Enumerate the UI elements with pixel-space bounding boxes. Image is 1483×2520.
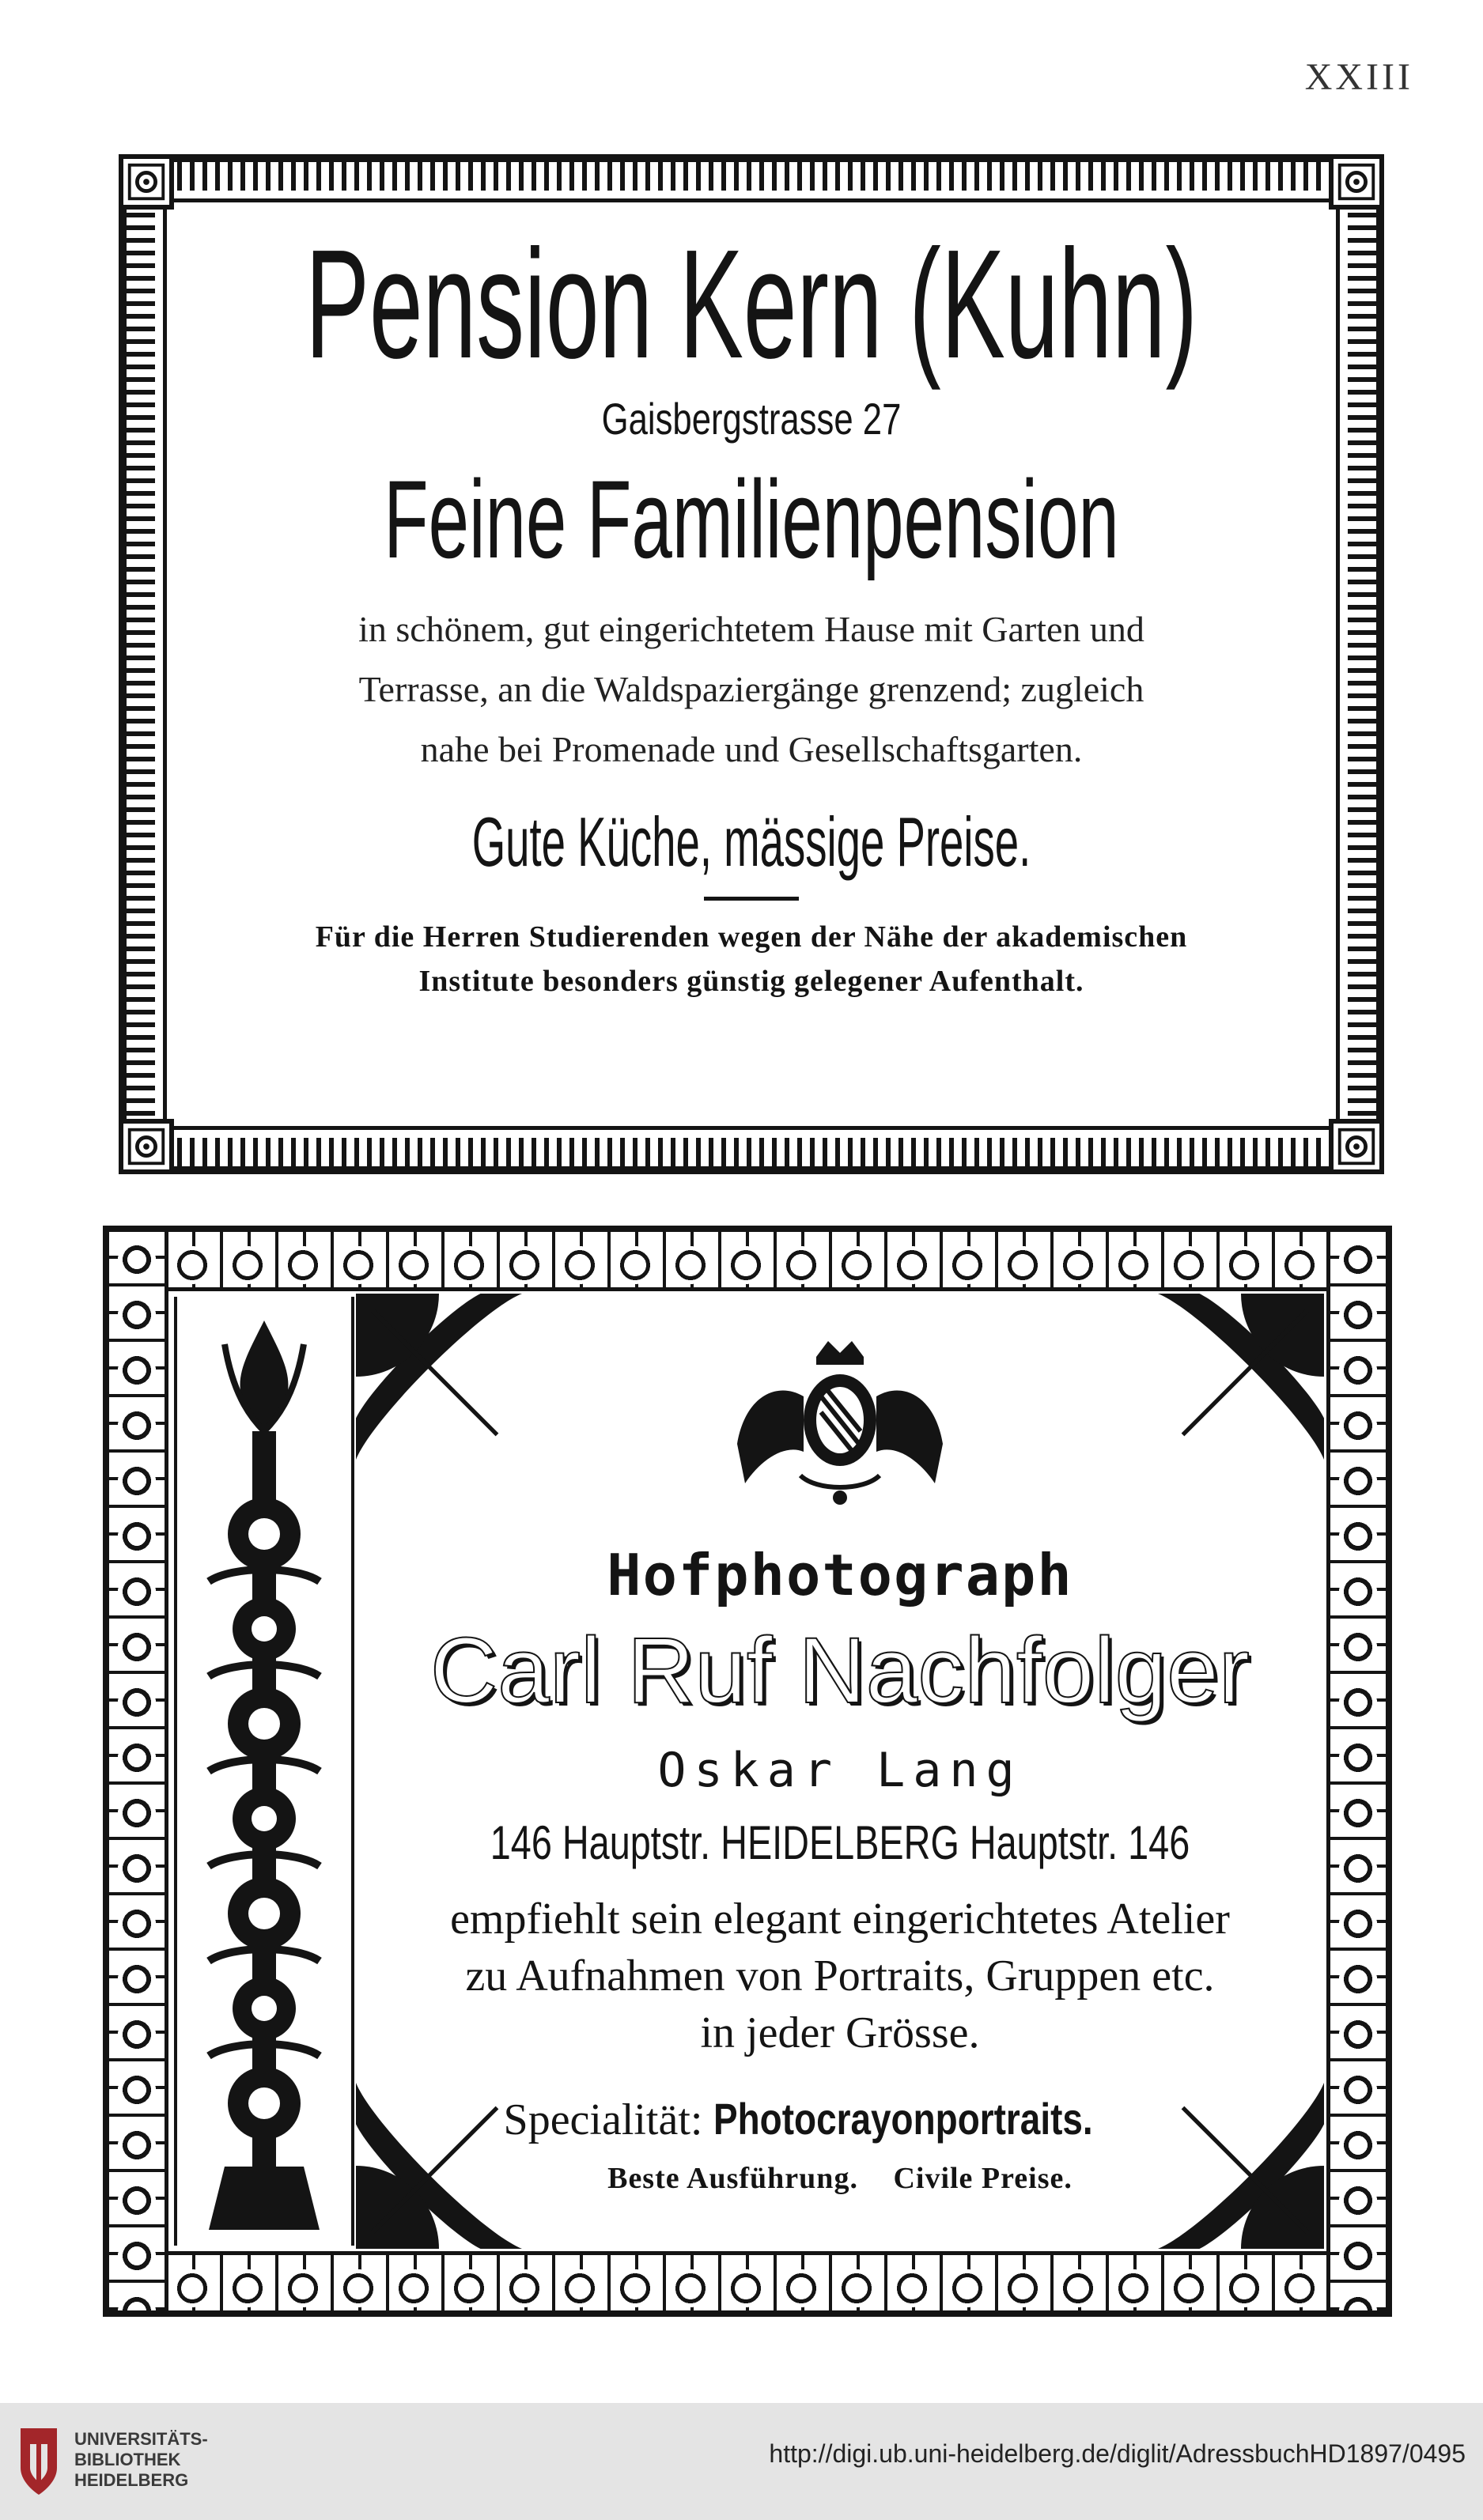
photographer-description [356, 1891, 1324, 2061]
pension-student-note [182, 915, 1321, 1003]
ornamental-pillar-icon [174, 1297, 354, 2246]
pension-advertisement [119, 154, 1384, 1174]
pension-title: Pension Kern (Kuhn) [305, 217, 1198, 391]
corner-rosette-icon [119, 1119, 174, 1174]
photographer-description-line: zu Aufnahmen von Portraits, Gruppen etc. [465, 1951, 1215, 2001]
meander-border-left [109, 1232, 168, 2310]
permalink-url[interactable]: http://digi.ub.uni-heidelberg.de/diglit/AdressbuchHD1897/0495 [769, 2439, 1466, 2468]
photographer-panel [356, 1294, 1324, 2249]
photographer-footer-item: Civile Preise. [893, 2162, 1073, 2195]
page-number: XXIII [1304, 56, 1413, 98]
pension-slogan: Gute Küche, mässige Preise. [471, 803, 1031, 881]
photographer-kicker: Hofphotograph [607, 1542, 1073, 1608]
corner-rosette-icon [119, 154, 174, 210]
meander-border-right [1326, 1232, 1386, 2310]
photographer-ad-content [356, 1325, 1324, 2196]
pension-description-line: nahe bei Promenade und Gesellschaftsgarten. [420, 729, 1083, 769]
library-name-line: BIBLIOTHEK [74, 2450, 181, 2469]
photographer-specialty [356, 2093, 1324, 2145]
pension-subtitle: Feine Familienpension [384, 457, 1119, 581]
library-logo[interactable] [14, 2420, 208, 2499]
library-name [74, 2429, 208, 2491]
photographer-description-line: empfiehlt sein elegant eingerichtetes Atelier [450, 1895, 1230, 1944]
royal-crest-icon [713, 1325, 967, 1515]
photographer-footer [356, 2161, 1324, 2196]
pension-description-line: Terrasse, an die Waldspaziergänge grenzend; zugleich [358, 669, 1144, 709]
meander-border-top [109, 1232, 1386, 1291]
photographer-title: Carl Ruf Nachfolger [429, 1619, 1250, 1723]
library-name-line: UNIVERSITÄTS- [74, 2429, 208, 2449]
pension-address: Gaisbergstrasse 27 [601, 394, 902, 444]
corner-rosette-icon [1329, 1119, 1384, 1174]
library-name-line: HEIDELBERG [74, 2470, 189, 2490]
meander-border-bottom [109, 2251, 1386, 2310]
pension-note-line: Institute besonders günstig gelegener Aufenthalt. [418, 965, 1084, 998]
digitization-footer [0, 2403, 1483, 2520]
photographer-owner: Oskar Lang [657, 1743, 1023, 1798]
photographer-footer-item: Beste Ausführung. [607, 2162, 858, 2195]
pension-description-line: in schönem, gut eingerichtetem Hause mit Garten und [358, 609, 1144, 649]
specialty-value: Photocrayonportraits. [713, 2094, 1094, 2144]
pension-note-line: Für die Herren Studierenden wegen der Nähe der akademischen [315, 920, 1188, 954]
pension-ad-content [182, 217, 1321, 1111]
divider [704, 897, 799, 901]
library-emblem-icon [14, 2420, 63, 2499]
specialty-label: Specialität: [503, 2095, 703, 2144]
corner-rosette-icon [1329, 154, 1384, 210]
photographer-address: 146 Hauptstr. HEIDELBERG Hauptstr. 146 [490, 1816, 1190, 1869]
pension-description [182, 599, 1321, 780]
photographer-advertisement [103, 1226, 1392, 2317]
photographer-description-line: in jeder Grösse. [700, 2008, 980, 2057]
